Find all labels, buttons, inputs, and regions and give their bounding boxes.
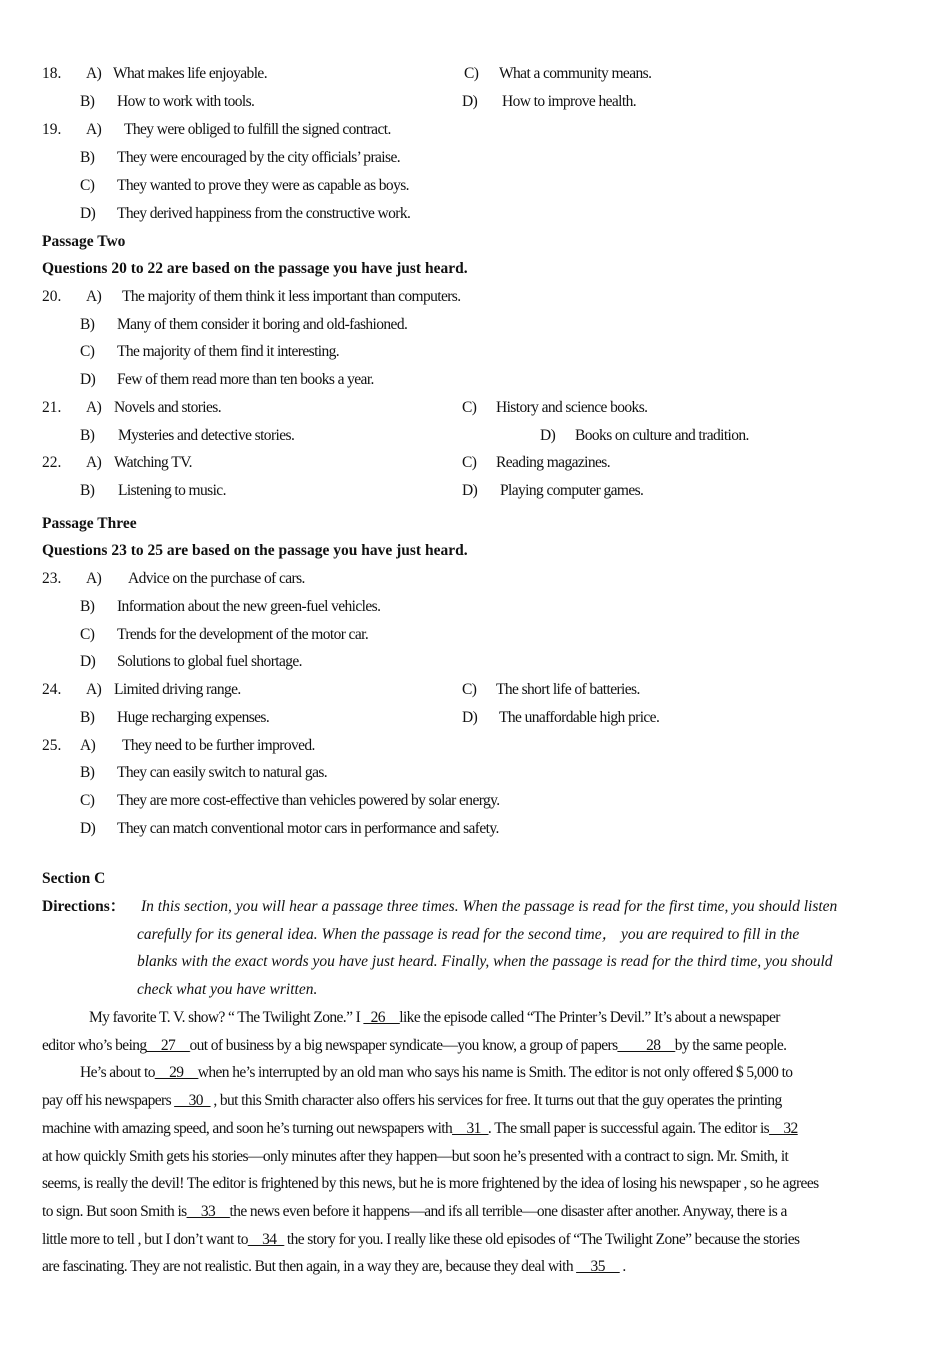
- option-letter: C): [80, 343, 95, 360]
- passage-line: at how quickly Smith gets his stories—only minutes after they happen—but soon he’s presented with a contract to sign. Mr. Smith, it: [42, 1148, 789, 1165]
- directions-line: check what you have written.: [137, 981, 318, 998]
- blank-31[interactable]: __31_: [452, 1120, 488, 1137]
- q24-option-b: Huge recharging expenses.: [117, 709, 270, 726]
- q25-option-c: They are more cost-effective than vehicles powered by solar energy.: [117, 792, 500, 809]
- directions-line: carefully for its general idea. When the passage is read for the second time， you are required to fill in the: [137, 926, 800, 943]
- q24-option-d: The unaffordable high price.: [499, 709, 660, 726]
- option-letter: B): [80, 427, 95, 444]
- directions-label: Directions：: [42, 898, 126, 915]
- option-letter: C): [462, 454, 477, 471]
- option-letter: D): [540, 427, 556, 444]
- option-letter: C): [80, 626, 95, 643]
- passage-two-title: Passage Two: [42, 233, 126, 250]
- passage-line: to sign. But soon Smith is__33__the news even before it happens—and ifs all terrible—one disaster after another. Anyway, there is a: [42, 1203, 787, 1220]
- option-letter: C): [80, 177, 95, 194]
- q21-option-c: History and science books.: [496, 399, 648, 416]
- blank-29[interactable]: __29__: [154, 1064, 198, 1081]
- q23-option-a: Advice on the purchase of cars.: [128, 570, 305, 587]
- q23-number: 23.: [42, 570, 62, 587]
- q21-number: 21.: [42, 399, 62, 416]
- option-letter: B): [80, 709, 95, 726]
- q18-option-d: How to improve health.: [502, 93, 637, 110]
- option-letter: D): [80, 653, 96, 670]
- option-letter: B): [80, 316, 95, 333]
- option-letter: C): [464, 65, 479, 82]
- passage-line: seems, is really the devil! The editor is frightened by this news, but he is more frightened by the idea of losing his newspaper , so he agrees: [42, 1175, 819, 1192]
- q25-option-a: They need to be further improved.: [122, 737, 315, 754]
- q24-number: 24.: [42, 681, 62, 698]
- q23-option-c: Trends for the development of the motor car.: [117, 626, 369, 643]
- q25-option-d: They can match conventional motor cars in performance and safety.: [117, 820, 499, 837]
- passage-line: machine with amazing speed, and soon he’s turning out newspapers with__31_. The small paper is successful again. The editor is__32: [42, 1120, 798, 1137]
- directions-line: In this section, you will hear a passage three times. When the passage is read for the first time, you should listen: [141, 898, 838, 915]
- q23-option-d: Solutions to global fuel shortage.: [117, 653, 302, 670]
- q19-option-a: They were obliged to fulfill the signed contract.: [124, 121, 391, 138]
- passage-three-instruction: Questions 23 to 25 are based on the passage you have just heard.: [42, 542, 468, 559]
- q19-option-b: They were encouraged by the city officials’ praise.: [117, 149, 400, 166]
- option-letter: A): [80, 737, 96, 754]
- q22-option-a: Watching TV.: [114, 454, 192, 471]
- option-letter: D): [462, 93, 478, 110]
- q21-option-b: Mysteries and detective stories.: [118, 427, 295, 444]
- option-letter: D): [80, 371, 96, 388]
- option-letter: C): [80, 792, 95, 809]
- q22-option-b: Listening to music.: [118, 482, 226, 499]
- q18-option-c: What a community means.: [499, 65, 652, 82]
- blank-32[interactable]: __32: [769, 1120, 798, 1137]
- option-letter: A): [86, 65, 102, 82]
- q20-option-d: Few of them read more than ten books a year.: [117, 371, 374, 388]
- blank-33[interactable]: __33__: [186, 1203, 230, 1220]
- q22-option-c: Reading magazines.: [496, 454, 611, 471]
- passage-line: little more to tell , but I don’t want to__34_ the story for you. I really like these old episodes of “The Twilight Zone” because the stories: [42, 1231, 800, 1248]
- passage-line: My favorite T. V. show? “ The Twilight Zone.” I _26__like the episode called “The Printer’s Devil.” It’s about a newspaper: [89, 1009, 780, 1026]
- q18-option-a: What makes life enjoyable.: [113, 65, 267, 82]
- option-letter: C): [462, 399, 477, 416]
- option-letter: A): [86, 681, 102, 698]
- option-letter: C): [462, 681, 477, 698]
- q19-option-d: They derived happiness from the constructive work.: [117, 205, 411, 222]
- option-letter: B): [80, 598, 95, 615]
- q22-number: 22.: [42, 454, 62, 471]
- passage-line: editor who’s being__27__out of business by a big newspaper syndicate—you know, a group of papers____28__by the same people.: [42, 1037, 787, 1054]
- option-letter: D): [462, 709, 478, 726]
- blank-34[interactable]: __34_: [247, 1231, 284, 1248]
- q25-option-b: They can easily switch to natural gas.: [117, 764, 328, 781]
- blank-28[interactable]: ____28__: [617, 1037, 675, 1054]
- passage-line: are fascinating. They are not realistic. But then again, in a way they are, because they deal with __35__ .: [42, 1258, 626, 1275]
- passage-two-instruction: Questions 20 to 22 are based on the passage you have just heard.: [42, 260, 468, 277]
- q24-option-c: The short life of batteries.: [496, 681, 640, 698]
- option-letter: D): [80, 820, 96, 837]
- q20-number: 20.: [42, 288, 62, 305]
- section-c-title: Section C: [42, 870, 106, 887]
- option-letter: A): [86, 454, 102, 471]
- passage-line: pay off his newspapers __30_ , but this Smith character also offers his services for free. It turns out that the guy operates the printing: [42, 1092, 782, 1109]
- option-letter: B): [80, 149, 95, 166]
- option-letter: D): [462, 482, 478, 499]
- q24-option-a: Limited driving range.: [114, 681, 241, 698]
- option-letter: D): [80, 205, 96, 222]
- q18-number: 18.: [42, 65, 62, 82]
- blank-35[interactable]: __35__: [576, 1258, 620, 1275]
- q19-option-c: They wanted to prove they were as capable as boys.: [117, 177, 409, 194]
- q20-option-a: The majority of them think it less important than computers.: [122, 288, 461, 305]
- option-letter: A): [86, 121, 102, 138]
- q19-number: 19.: [42, 121, 62, 138]
- passage-three-title: Passage Three: [42, 515, 137, 532]
- option-letter: A): [86, 288, 102, 305]
- passage-line: He’s about to__29__when he’s interrupted by an old man who says his name is Smith. The editor is not only offered $ 5,000 to: [80, 1064, 793, 1081]
- directions-line: blanks with the exact words you have just heard. Finally, when the passage is read for the third time, you should: [137, 953, 833, 970]
- option-letter: A): [86, 399, 102, 416]
- option-letter: B): [80, 93, 95, 110]
- q23-option-b: Information about the new green-fuel vehicles.: [117, 598, 381, 615]
- q20-option-c: The majority of them find it interesting.: [117, 343, 340, 360]
- option-letter: B): [80, 482, 95, 499]
- q21-option-d: Books on culture and tradition.: [575, 427, 749, 444]
- blank-27[interactable]: __27__: [146, 1037, 190, 1054]
- q22-option-d: Playing computer games.: [500, 482, 644, 499]
- q18-option-b: How to work with tools.: [117, 93, 255, 110]
- q25-number: 25.: [42, 737, 62, 754]
- blank-26[interactable]: _26__: [363, 1009, 400, 1026]
- q20-option-b: Many of them consider it boring and old-fashioned.: [117, 316, 408, 333]
- option-letter: A): [86, 570, 102, 587]
- q21-option-a: Novels and stories.: [114, 399, 221, 416]
- blank-30[interactable]: __30_: [174, 1092, 211, 1109]
- option-letter: B): [80, 764, 95, 781]
